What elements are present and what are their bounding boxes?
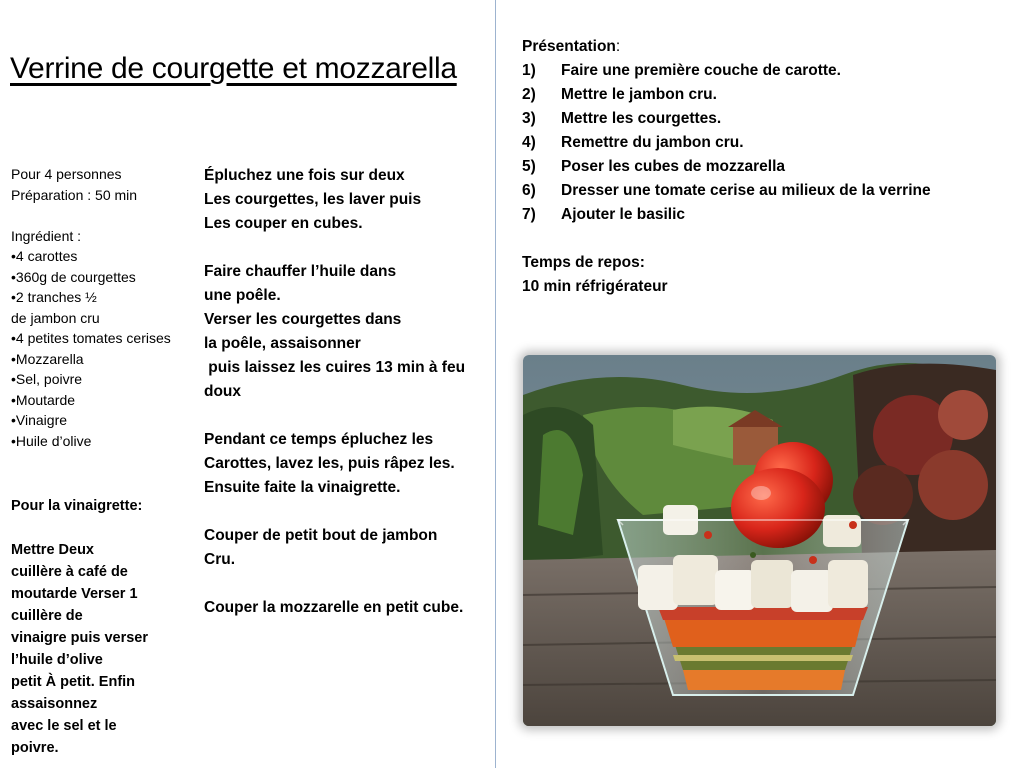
spacer bbox=[11, 205, 196, 226]
presentation-step bbox=[522, 131, 1017, 155]
ingredient-line: •Sel, poivre bbox=[11, 371, 83, 387]
instruction-line: Verser les courgettes dans bbox=[204, 311, 402, 328]
step-text: Ajouter le basilic bbox=[561, 206, 686, 223]
vinaigrette-line: petit À petit. Enfin bbox=[11, 674, 136, 690]
step-number: 4) bbox=[522, 134, 536, 151]
instruction-line: Couper de petit bout de jambon bbox=[204, 527, 438, 544]
presentation-heading-text: Présentation bbox=[522, 38, 616, 55]
rest-time-heading: Temps de repos: bbox=[522, 254, 645, 271]
presentation-column bbox=[522, 35, 1017, 299]
servings-text: Pour 4 personnes bbox=[11, 166, 122, 182]
instructions-column bbox=[204, 164, 494, 620]
vinaigrette-section bbox=[11, 495, 196, 759]
step-text: Faire une première couche de carotte. bbox=[561, 62, 841, 79]
step-number: 3) bbox=[522, 110, 536, 127]
ingredient-line: •360g de courgettes bbox=[11, 268, 136, 285]
presentation-step bbox=[522, 155, 1017, 179]
ingredients-column bbox=[11, 164, 196, 451]
vinaigrette-line: cuillère à café de bbox=[11, 564, 128, 580]
rest-time-value: 10 min réfrigérateur bbox=[522, 278, 668, 295]
verrine-photo bbox=[523, 355, 996, 726]
vinaigrette-line: vinaigre puis verser bbox=[11, 630, 149, 646]
vinaigrette-line: Mettre Deux bbox=[11, 542, 94, 558]
instruction-line: doux bbox=[204, 383, 242, 400]
vinaigrette-line: assaisonnez bbox=[11, 696, 98, 712]
step-text: Mettre le jambon cru. bbox=[561, 86, 717, 103]
page-title: Verrine de courgette et mozzarella bbox=[10, 52, 457, 85]
instruction-line: la poêle, assaisonner bbox=[204, 335, 361, 352]
vinaigrette-line: moutarde Verser 1 bbox=[11, 586, 138, 602]
instruction-line: Cru. bbox=[204, 551, 235, 568]
ingredients-heading: Ingrédient : bbox=[11, 227, 82, 244]
presentation-step bbox=[522, 83, 1017, 107]
ingredient-line: •4 carottes bbox=[11, 248, 78, 264]
spacer bbox=[11, 517, 196, 539]
ingredient-line: •2 tranches ½ bbox=[11, 289, 97, 305]
instruction-line: Couper la mozzarelle en petit cube. bbox=[204, 599, 464, 616]
ingredient-line: •Vinaigre bbox=[11, 412, 68, 428]
spacer bbox=[204, 236, 494, 260]
spacer bbox=[204, 404, 494, 428]
instruction-line: une poêle. bbox=[204, 287, 281, 304]
instruction-line: Faire chauffer l’huile dans bbox=[204, 263, 397, 280]
instruction-line: Les couper en cubes. bbox=[204, 215, 363, 232]
step-text: Remettre du jambon cru. bbox=[561, 134, 744, 151]
vinaigrette-line: cuillère de bbox=[11, 608, 83, 624]
vinaigrette-line: avec le sel et le bbox=[11, 718, 117, 734]
instruction-line: puis laissez les cuires 13 min à feu bbox=[204, 359, 466, 376]
step-text: Poser les cubes de mozzarella bbox=[561, 158, 785, 175]
presentation-steps bbox=[522, 59, 1017, 227]
step-text: Dresser une tomate cerise au milieux de la verrine bbox=[561, 182, 931, 199]
presentation-step bbox=[522, 59, 1017, 83]
ingredient-line: •Huile d’olive bbox=[11, 432, 92, 449]
step-number: 1) bbox=[522, 62, 536, 79]
step-text: Mettre les courgettes. bbox=[561, 110, 722, 127]
spacer bbox=[204, 500, 494, 524]
instruction-line: Ensuite faite la vinaigrette. bbox=[204, 479, 401, 496]
instruction-line: Pendant ce temps épluchez les bbox=[204, 431, 434, 448]
ingredient-line: •Mozzarella bbox=[11, 350, 84, 367]
presentation-step bbox=[522, 203, 1017, 227]
spacer bbox=[204, 572, 494, 596]
vinaigrette-line: l’huile d’olive bbox=[11, 652, 103, 668]
presentation-heading-colon: : bbox=[615, 38, 621, 55]
vinaigrette-heading: Pour la vinaigrette: bbox=[11, 498, 143, 514]
column-divider bbox=[495, 0, 496, 768]
vinaigrette-line: poivre. bbox=[11, 740, 59, 756]
verrine-illustration bbox=[523, 355, 996, 726]
step-number: 6) bbox=[522, 182, 536, 199]
spacer bbox=[522, 227, 1017, 251]
instruction-line: Carottes, lavez les, puis râpez les. bbox=[204, 455, 455, 472]
presentation-heading bbox=[522, 35, 1017, 59]
ingredient-line: de jambon cru bbox=[11, 309, 100, 326]
step-number: 7) bbox=[522, 206, 536, 223]
prep-time-text: Préparation : 50 min bbox=[11, 186, 138, 203]
presentation-step bbox=[522, 107, 1017, 131]
step-number: 2) bbox=[522, 86, 536, 103]
instruction-line: Épluchez une fois sur deux bbox=[204, 167, 405, 184]
step-number: 5) bbox=[522, 158, 536, 175]
presentation-step bbox=[522, 179, 1017, 203]
instruction-line: Les courgettes, les laver puis bbox=[204, 191, 422, 208]
ingredient-line: •4 petites tomates cerises bbox=[11, 330, 171, 346]
ingredient-line: •Moutarde bbox=[11, 391, 76, 408]
